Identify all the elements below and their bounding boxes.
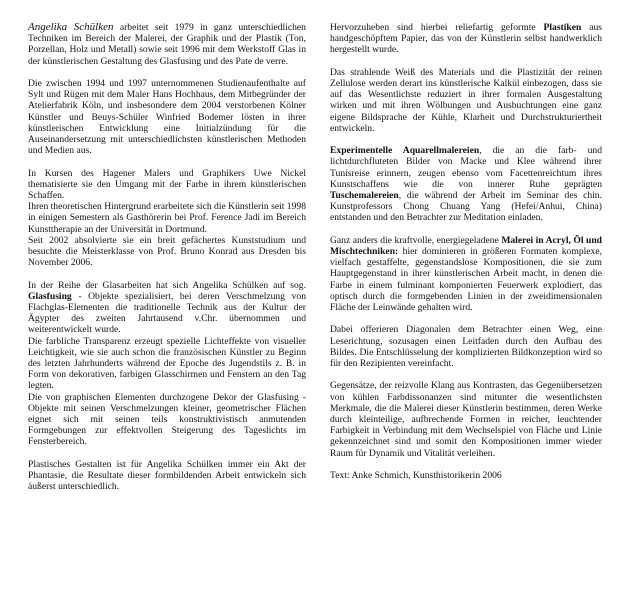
glasfusing-post: - Objekte spezialisiert, bei deren Verschmelzung von Flachglas-Elementen die traditionelle Technik aus der Kultur der Ägypter des zweiten Jahrtausend v.Chr. übernommen und weiterentwickelt wurde.: [28, 290, 306, 336]
acryl-post: hier dominieren in größeren Formaten komplexe, vielfach gestaffelte, gegenstandslose Kompositionen, die sie zum Hauptgegenstand in ihrer künstlerischen Arbeit macht, in denen die Farbe in einem fulminant komponierten Feuerwerk explodiert, das optisch durch die formgebenden Linien in der zweidimensionalen Fläche der Leinwände gehalten wird.: [330, 246, 602, 314]
acryl-pre: Ganz anders die kraftvolle, energiegeladene: [330, 234, 502, 246]
acryl-paragraph: [330, 235, 602, 313]
acryl-term: Malerei in Acryl, Öl und Mischtechniken:: [330, 234, 603, 258]
glasfusing-line-2: Die farbliche Transparenz erzeugt spezielle Lichteffekte von visueller Leichtigkeit, wie sie auch schon die französischen Künstler zu Beginn des letzten Jahrhunderts während der Epoche des Jugendstils z. B. in Form von dekorativen, farbigen Glasschirmen und Fenstern an den Tag legten.: [28, 335, 306, 392]
artist-name: Angelika Schülken: [28, 21, 114, 33]
glasfusing-pre: In der Reihe der Glasarbeiten hat sich Angelika Schülken auf sog.: [28, 279, 306, 291]
left-column: [28, 22, 306, 504]
glasfusing-paragraph: [28, 280, 306, 448]
plastic-paragraph: Plastisches Gestalten ist für Angelika Schülken immer ein Akt der Phantasie, die Resultate dieser formbildenden Arbeit entwickeln sich äußerst unterschiedlich.: [28, 458, 306, 493]
tusche-term: Tuschemalereien: [330, 190, 399, 202]
plastiken-post: aus handgeschöpftem Papier, das von der Künstlerin selbst handwerklich hergestellt wurde.: [330, 22, 603, 56]
training-line-2: Ihren theoretischen Hintergrund erarbeitete sich die Künstlerin seit 1998 in einigen Semestern als Gasthörerin bei Prof. Ference Jadi im Bereich Kunsttherapie an der Universität in Dortmund.: [28, 201, 306, 235]
diagonal-paragraph: Dabei offerieren Diagonalen dem Betrachter einen Weg, eine Leserichtung, sozusagen einen Leitfaden durch den Aufbau des Bildes. Die Entschlüsselung der komplizierten Bildkonzeption wird so für den Rezipienten vereinfacht.: [330, 324, 602, 370]
intro-paragraph: [28, 22, 306, 67]
intro-text: arbeitet seit 1979 in ganz unterschiedlichen Techniken im Bereich der Malerei, der Graphik und der Plastik (Ton, Porzellan, Holz und Metall) sowie seit 1996 mit dem Werkstoff Glas in der künstlerischen Gestaltung des Glasfusing und des Pate de verre.: [28, 22, 306, 67]
glasfusing-term: Glasfusing: [28, 290, 72, 302]
glasfusing-line-3: Die von graphischen Elementen durchzogene Dekor der Glasfusing - Objekte mit seinen Verschmelzungen kleiner, geometrischer Flächen eignet sich mit seinen teils konstruktivistisch anmutenden Formgebungen zur effektvollen Steigerung des Tageslichts im Fensterbereich.: [28, 391, 306, 448]
training-line-1: In Kursen des Hagener Malers und Graphikers Uwe Nickel thematisierte sie den Umgang mit der Farbe in ihrem künstlerischen Schaffen.: [28, 167, 306, 202]
aquarell-paragraph: [330, 145, 602, 223]
material-paragraph: Das strahlende Weiß des Materials und die Plastizität der reinen Zellulose werden derart ins künstlerische Kalkül einbezogen, dass sie auf das Wesentlichste reduziert in ihrer formalen Ausgestaltung wirken und mit ihren Wölbungen und Ausbuchtungen eine ganz eigene Bildsprache der Kühle, Klarheit und Durchstrukturiertheit entwickeln.: [330, 66, 602, 134]
contrast-paragraph: Gegensätze, der reizvolle Klang aus Kontrasten, das Gegenübersetzen von kühlen Farbdissonanzen sind mitunter die wesentlichsten Merkmale, die die Malerei dieser Künstlerin bestimmen, deren Werke durch kleinteilige, aufbrechende Formen in reicher, leuchtender Farbigkeit in Verbindung mit dem Wechselspiel von Fläche und Linie gekennzeichnet sind und somit den Kompositionen immer wieder Raum für Dynamik und Vitalität verleihen.: [330, 380, 602, 459]
right-column: [330, 22, 602, 492]
training-paragraph: [28, 168, 306, 269]
aquarell-mid: , die an die farb- und lichtdurchfluteten Bilder von Macke und Klee während ihrer Tunisreise erinnern, zeugen ebenso vom Facettenreichtum ihres Kunstschaffens wie die von innerer Ruhe geprägten: [330, 145, 602, 190]
plastiken-pre: Hervorzuheben sind hierbei reliefartig geformte: [330, 22, 544, 33]
aquarell-post: , die während der Arbeit im Seminar des chin. Kunstprofessors Chong Chuang Yang (Hefei/Anhui, China) entstanden und den Betrachter zur Meditation einladen.: [330, 190, 602, 224]
author-credit: Text: Anke Schmich, Kunsthistorikerin 2006: [330, 470, 502, 482]
plastiken-term: Plastiken: [543, 22, 582, 33]
training-line-3: Seit 2002 absolvierte sie ein breit gefächertes Kunststudium und besuchte die Meisterklasse von Prof. Bruno Konrad aus Dresden bis November 2006.: [28, 234, 306, 269]
studies-paragraph: Die zwischen 1994 und 1997 unternommenen Studienaufenthalte auf Sylt und Rügen mit dem Maler Hans Hochhaus, dem Mitbegründer der Atelierfabrik Köln, und insbesondere dem 2004 verstorbenen Kölner Künstler und Beuys-Schüler Winfried Bodemer lösten in ihrer künstlerischen Entwicklung eine Initialzündung für die Auseinandersetzung mit unterschiedlichsten künstlerischen Methoden und Medien aus.: [28, 78, 306, 157]
plastiken-paragraph: [330, 22, 602, 56]
aquarell-term: Experimentelle Aquarellmalereien: [330, 145, 480, 157]
